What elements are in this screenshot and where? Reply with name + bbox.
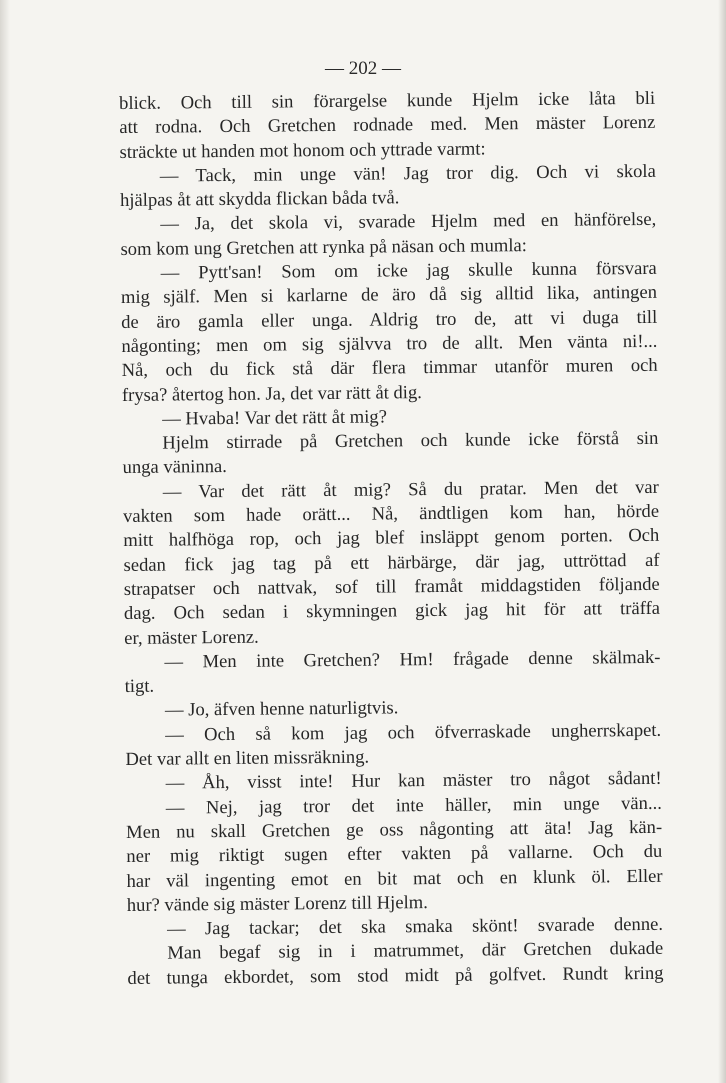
- text-line: er, mäster Lorenz.: [124, 626, 259, 649]
- text-line: — Hvaba! Var det rätt åt mig?: [162, 406, 388, 430]
- text-line: tigt.: [124, 675, 155, 698]
- text-line: mitt halfhöga rop, och jag blef insläppt genom porten. Och: [123, 525, 660, 552]
- text-line: unga väninna.: [122, 456, 228, 479]
- text-line: de äro gamla eller unga. Aldrig tro de, att vi duga till: [121, 306, 658, 333]
- body-text: [119, 87, 664, 991]
- text-line: det tunga ekbordet, som stod midt på golfvet. Rundt kring: [127, 962, 664, 989]
- text-line: — Jo, äfven henne naturligtvis.: [164, 697, 399, 722]
- text-line: — Ja, det skola vi, svarade Hjelm med en hänförelse,: [160, 209, 657, 236]
- text-line: — Åh, visst inte! Hur kan mäster tro något sådant!: [165, 768, 662, 794]
- text-line: hjälpas åt att skydda flickan båda två.: [119, 187, 400, 212]
- text-line: hur? vände sig mäster Lorenz till Hjelm.: [126, 891, 428, 916]
- text-line: frysa? återtog hon. Ja, det var rätt åt dig.: [121, 381, 422, 406]
- text-line: — Tack, min unge vän! Jag tror dig. Och vi skola: [159, 160, 656, 187]
- text-line: strapatser och nattvak, sof till framåt middagstiden följande: [123, 573, 660, 600]
- text-line: — Nej, jag tror det inte häller, min unge vän...: [165, 792, 662, 819]
- text-line: har väl ingenting emot en bit mat och en klunk öl. Eller: [126, 865, 663, 892]
- text-line: vakten som hade orätt... Nå, ändtligen kom han, hörde: [122, 500, 660, 528]
- text-line: — Men inte Gretchen? Hm! frågade denne skälmak-: [164, 646, 661, 673]
- text-line: — Jag tackar; det ska smaka skönt! svarade denne.: [166, 913, 664, 940]
- text-line: sedan fick jag tag på ett härbärge, där jag, uttröttad af: [123, 549, 660, 576]
- text-line: Det var allt en liten missräkning.: [125, 746, 370, 770]
- text-line: Nå, och du fick stå där flera timmar utanför muren och: [121, 355, 658, 382]
- text-line: som kom ung Gretchen att rynka på näsan och mumla:: [120, 234, 527, 260]
- text-line: — Var det rätt åt mig? Så du pratar. Men det var: [162, 476, 659, 503]
- text-line: — Och så kom jag och öfverraskade ungherrskapet.: [165, 719, 662, 746]
- text-line: att rodna. Och Gretchen rodnade med. Men mäster Lorenz: [119, 112, 656, 139]
- page-number: — 202 —: [325, 58, 401, 79]
- page-edge-right: [718, 0, 726, 1083]
- text-line: Man begaf sig in i matrummet, där Gretchen dukade: [167, 938, 664, 964]
- text-line: mig själf. Men si karlarne de äro då sig alltid lika, antingen: [120, 282, 658, 309]
- text-line: — Pytt'san! Som om icke jag skulle kunna försvara: [160, 257, 657, 284]
- text-line: blick. Och till sin förargelse kunde Hjelm icke låta bli: [119, 87, 656, 114]
- text-line: någonting; men om sig självva tro de allt. Men vänta ni!...: [121, 330, 658, 357]
- text-line: Men nu skall Gretchen ge oss någonting att äta! Jag kän-: [126, 816, 663, 843]
- text-line: ner mig riktigt sugen efter vakten på vallarne. Och du: [126, 841, 663, 868]
- text-line: dag. Och sedan i skymningen gick jag hit för att träffa: [123, 598, 661, 625]
- text-line: sträckte ut handen mot honom och yttrade varmt:: [119, 138, 486, 163]
- page-edge-left: [0, 0, 10, 1083]
- text-line: Hjelm stirrade på Gretchen och kunde icke förstå sin: [162, 427, 659, 454]
